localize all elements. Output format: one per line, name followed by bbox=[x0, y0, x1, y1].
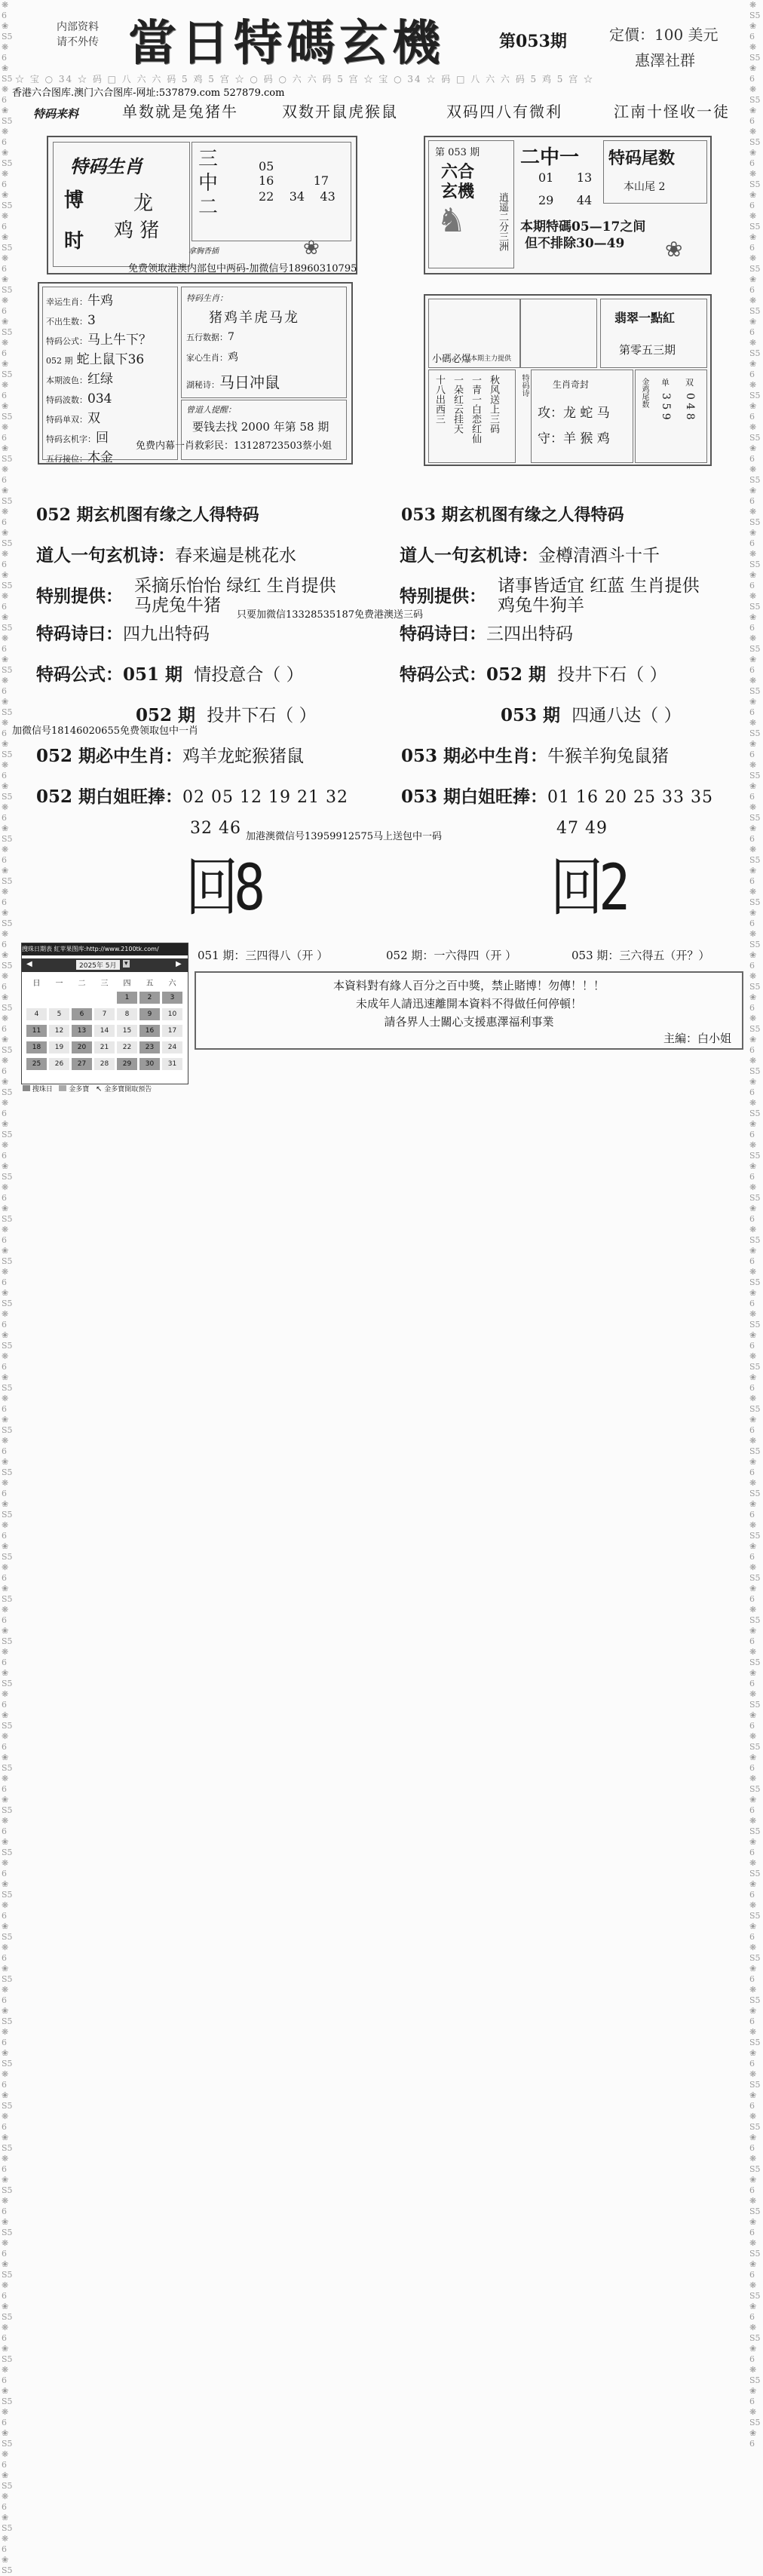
right-border-decoration: ❋S5❀6❋S5❀6❋S5❀6❋S5❀6❋S5❀6❋S5❀6❋S5❀6❋S5❀6❋S5❀6❋S5❀6❋S5❀6❋S5❀6❋S5❀6❋S5❀6❋S5❀6❋S5❀6❋S5❀6❋S5❀6❋S5❀6❋S5❀6❋S5❀6❋S5❀6❋S5❀6❋S5❀6❋S5❀6❋S5❀6❋S5❀6❋S5❀6❋S5❀6❋S5❀6❋S5❀6❋S5❀6❋S5❀6❋S5❀6❋S5❀6❋S5❀6❋S5❀6❋S5❀6❋S5❀6❋S5❀6❋S5❀6❋S5❀6❋S5❀6❋S5❀6❋S5❀6❋S5❀6❋S5❀6❋S5❀6❋S5❀6❋S5❀6❋S5❀6❋S5❀6❋S5❀6❋S5❀6❋S5❀6❋S5❀6❋S5❀6❋S5❀6 bbox=[749, 0, 761, 2449]
num-cell: 13 bbox=[576, 170, 593, 185]
liuhe-label: 六合 bbox=[441, 162, 475, 182]
er-zhong-yi-nums-2 bbox=[538, 193, 592, 207]
left-special-2: 马虎兔牛猪 bbox=[134, 596, 221, 615]
zodiac-caption: 拿胸香插 bbox=[188, 247, 219, 256]
left-formula-row-1: 特码公式：051 期 情投意合（ ） bbox=[36, 664, 304, 685]
legend-1: 搜珠日 bbox=[32, 1086, 53, 1093]
xuanji-label: 玄機 bbox=[441, 182, 475, 201]
right-special-1: 诸事皆适宜 红蓝 生肖提供 bbox=[498, 576, 700, 596]
ad-line-3: 只要加微信13328535187免费港澳送三码 bbox=[237, 609, 423, 621]
calendar-day[interactable]: 14 bbox=[94, 1025, 115, 1037]
zodiac-info-panel bbox=[181, 287, 347, 398]
right-special-2: 鸡兔牛狗羊 bbox=[498, 596, 584, 615]
calendar-day[interactable]: 10 bbox=[162, 1008, 182, 1020]
calendar-day[interactable]: 21 bbox=[94, 1041, 115, 1053]
san-zhong-er-panel bbox=[192, 142, 351, 241]
left-poem-row: 道人一句玄机诗：春来遍是桃花水 bbox=[36, 545, 296, 566]
san-zhong-er-label bbox=[198, 147, 221, 219]
right-formula-row-1: 特码公式：052 期 投井下石（ ） bbox=[400, 664, 667, 685]
stripe-text-1: 单数就是兔猪牛 bbox=[122, 103, 238, 121]
chevron-down-icon[interactable]: ▾ bbox=[124, 960, 128, 968]
zodiac-title: 特码生肖 bbox=[70, 155, 142, 177]
san-zhong-er-row1 bbox=[259, 159, 351, 188]
calendar-weekday: 四 bbox=[123, 980, 131, 988]
mid-right-box bbox=[424, 294, 712, 466]
jiaxin-row: 家心生肖：鸡 bbox=[186, 351, 238, 363]
internal-note-line1: 内部资料 bbox=[57, 21, 99, 33]
calendar-day[interactable]: 6 bbox=[72, 1008, 92, 1020]
calendar-day[interactable]: 26 bbox=[49, 1058, 69, 1070]
calendar-weekday: 六 bbox=[168, 980, 176, 988]
calendar-day[interactable]: 12 bbox=[49, 1025, 69, 1037]
num-cell: 34 bbox=[289, 189, 305, 204]
calendar-day[interactable]: 2 bbox=[139, 992, 160, 1004]
calendar-day[interactable]: 11 bbox=[26, 1025, 47, 1037]
right-glyph: 回2 bbox=[550, 850, 627, 925]
range-line-1: 本期特碼05—17之间 bbox=[520, 219, 646, 235]
decorative-row: ☆ 宝 ○ 34 ☆ 码 □ 八 六 六 码 5 鸡 5 宫 ☆ ○ 码 ○ 六 六 码 5 宫 ☆ 宝 ○ 34 ☆ 码 □ 八 六 六 码 5 鸡 5 宫 ☆ bbox=[15, 74, 595, 84]
calendar-day[interactable]: 23 bbox=[139, 1041, 160, 1053]
next-month-icon[interactable]: ▶ bbox=[176, 960, 182, 968]
legend-swatch bbox=[23, 1085, 30, 1091]
poem-col-2: 一朵红云挂天 bbox=[452, 375, 463, 434]
issue-number: 第053期 bbox=[499, 32, 567, 51]
page-title: 當日特碼玄機 bbox=[128, 15, 445, 72]
weishu-title: 特码尾数 bbox=[608, 149, 676, 168]
calendar-weekday: 三 bbox=[100, 980, 109, 988]
info-row-5: 本期波色：红绿 bbox=[46, 372, 113, 387]
info-row-6: 特码波数：034 bbox=[46, 391, 112, 406]
site-line: 香港六合图库.澳门六合图库-网址:537879.com 527879.com bbox=[12, 87, 285, 99]
main-provide-label: 本期主力提供 bbox=[470, 355, 512, 363]
legend-arrow-icon: ↖ bbox=[95, 1085, 103, 1093]
internal-note bbox=[44, 20, 112, 50]
weishu-value: 本山尾 2 bbox=[624, 181, 666, 193]
tail-a-label: 单 bbox=[661, 378, 670, 388]
result-052: 052 期：一六得四（开 ） bbox=[386, 949, 517, 962]
flower-icon: ❀ bbox=[665, 237, 683, 262]
prev-month-icon[interactable]: ◀ bbox=[26, 960, 32, 968]
legend-swatch bbox=[59, 1085, 66, 1091]
range-line-2: 但不排除30—49 bbox=[525, 236, 625, 251]
stripe-label: 特码来料 bbox=[33, 107, 79, 121]
stripe-bar bbox=[33, 100, 749, 122]
num-cell: 44 bbox=[576, 193, 593, 207]
reminder-label: 曾道人提醒： bbox=[186, 405, 236, 415]
info-row-7: 特码单双：双 bbox=[46, 411, 100, 426]
left-shi-row: 特码诗曰：四九出特码 bbox=[36, 624, 210, 644]
ad-line-4: 加微信号18146020655免费领取包中一肖 bbox=[12, 725, 198, 737]
right-poem-row: 道人一句玄机诗：金樽清酒斗十千 bbox=[400, 545, 660, 566]
calendar-legend bbox=[23, 1084, 152, 1093]
top-left-box bbox=[47, 136, 357, 274]
info-row-1: 幸运生肖：牛鸡 bbox=[46, 293, 113, 308]
calendar-day[interactable]: 1 bbox=[117, 992, 137, 1004]
poem-col-panel bbox=[428, 370, 516, 463]
weishu-panel bbox=[603, 140, 707, 204]
calendar-day[interactable]: 7 bbox=[94, 1008, 115, 1020]
num-cell: 29 bbox=[538, 193, 554, 207]
calendar-day[interactable]: 19 bbox=[49, 1041, 69, 1053]
ad-line-2: 免费内幕一肖救彩民：13128723503蔡小姐 bbox=[136, 440, 332, 452]
right-bai-nums-2: 47 49 bbox=[556, 819, 608, 838]
right-must-row: 053 期必中生肖：牛猴羊狗兔鼠猪 bbox=[401, 746, 670, 766]
ad-line-1: 免费领取港澳内部包中两码-加微信号18960310795 bbox=[128, 263, 357, 274]
calendar-day[interactable]: 15 bbox=[117, 1025, 137, 1037]
zodiac-rooster-pig: 鸡 猪 bbox=[114, 219, 160, 242]
tail-a-nums: 3 5 9 bbox=[660, 393, 672, 420]
num-cell: 22 bbox=[259, 189, 274, 204]
calendar-day[interactable]: 17 bbox=[162, 1025, 182, 1037]
notice-box bbox=[195, 971, 743, 1050]
info-row-4: 052 期 蛇上鼠下36 bbox=[46, 352, 145, 367]
vertical-char-3: 二 bbox=[198, 196, 219, 219]
num-cell: 43 bbox=[320, 189, 336, 204]
calendar bbox=[21, 943, 188, 1084]
figure-icon: ♞ bbox=[437, 201, 467, 240]
info-row-2: 不出生数：3 bbox=[46, 313, 96, 328]
calendar-day[interactable]: 8 bbox=[117, 1008, 137, 1020]
calendar-day[interactable]: 29 bbox=[117, 1058, 137, 1070]
left-bai-row: 052 期白姐旺捧：02 05 12 19 21 32 bbox=[36, 787, 348, 807]
price: 定價：100 美元 bbox=[609, 26, 719, 44]
num-cell: 17 bbox=[313, 173, 329, 188]
calendar-weekday: 五 bbox=[146, 980, 154, 988]
right-shi-row: 特码诗曰：三四出特码 bbox=[400, 624, 573, 644]
editor: 主編：白小姐 bbox=[663, 1032, 731, 1045]
calendar-day[interactable]: 31 bbox=[162, 1058, 182, 1070]
stripe-text-4: 江南十怪收一徒 bbox=[614, 103, 730, 121]
num-cell: 16 bbox=[259, 173, 274, 188]
calendar-day[interactable]: 30 bbox=[139, 1058, 160, 1070]
tail-b-label: 双 bbox=[685, 378, 694, 388]
num-cell: 05 bbox=[259, 159, 274, 173]
left-special-label: 特别提供： bbox=[36, 586, 123, 606]
right-formula-row-2: 053 期 四通八达（ ） bbox=[501, 705, 682, 725]
san-zhong-er-row2 bbox=[259, 189, 336, 204]
zodiac-shi: 时 bbox=[64, 230, 84, 253]
issue-txt: 第零五三期 bbox=[619, 343, 676, 357]
ad-line-5: 加港澳微信号13959912575马上送包中一码 bbox=[246, 831, 442, 842]
zodiac-bo: 博 bbox=[64, 189, 84, 212]
small-code-label: 小碼必爆 bbox=[432, 354, 472, 365]
calendar-day[interactable]: 18 bbox=[26, 1041, 47, 1053]
vertical-text: 逍遥二分三洲 bbox=[497, 192, 508, 251]
calendar-day[interactable]: 28 bbox=[94, 1058, 115, 1070]
tail-label: 金鸡尾数 bbox=[640, 378, 648, 408]
poem-col-4: 秋风送上三码 bbox=[488, 375, 499, 434]
calendar-nav bbox=[22, 958, 188, 972]
left-special-1: 采摘乐怡怡 绿红 生肖提供 bbox=[134, 576, 336, 596]
top-right-box bbox=[424, 136, 712, 274]
legend-2: 金多寶 bbox=[69, 1086, 90, 1093]
vertical-char-1: 三 bbox=[198, 148, 219, 170]
calendar-day[interactable]: 25 bbox=[26, 1058, 47, 1070]
calendar-header: 搜珠日期表 紅苹果图库:http://www.2100tk.com/ bbox=[22, 943, 188, 955]
calendar-day[interactable]: 4 bbox=[26, 1008, 47, 1020]
poem-col-1: 十八出西三 bbox=[434, 375, 445, 424]
calendar-day[interactable]: 27 bbox=[72, 1058, 92, 1070]
calendar-day[interactable]: 20 bbox=[72, 1041, 92, 1053]
right-special-label: 特别提供： bbox=[400, 586, 486, 606]
mishi-row: 湖秘诗：马日冲鼠 bbox=[186, 373, 280, 391]
left-bai-nums-2: 32 46 bbox=[190, 819, 241, 838]
num-cell: 01 bbox=[538, 170, 554, 185]
calendar-weekday: 一 bbox=[55, 980, 63, 988]
right-bai-row: 053 期白姐旺捧：01 16 20 25 33 35 bbox=[401, 787, 713, 807]
zodiac-value: 猪鸡羊虎马龙 bbox=[209, 310, 299, 326]
legend-3: 金多寶開取預告 bbox=[104, 1086, 152, 1093]
left-border-decoration: ❋6❀S5❋6❀S5❋6❀S5❋6❀S5❋6❀S5❋6❀S5❋6❀S5❋6❀S5❋6❀S5❋6❀S5❋6❀S5❋6❀S5❋6❀S5❋6❀S5❋6❀S5❋6❀S5❋6❀S5❋6❀S5❋6❀S5❋6❀S5❋6❀S5❋6❀S5❋6❀S5❋6❀S5❋6❀S5❋6❀S5❋6❀S5❋6❀S5❋6❀S5❋6❀S5❋6❀S5❋6❀S5❋6❀S5❋6❀S5❋6❀S5❋6❀S5❋6❀S5❋6❀S5❋6❀S5❋6❀S5❋6❀S5❋6❀S5❋6❀S5❋6❀S5❋6❀S5❋6❀S5❋6❀S5❋6❀S5❋6❀S5❋6❀S5❋6❀S5❋6❀S5❋6❀S5❋6❀S5❋6❀S5❋6❀S5❋6❀S5❋6❀S5❋6❀S5❋6❀S5❋6❀S5 bbox=[2, 0, 13, 2575]
calendar-weekday: 二 bbox=[78, 980, 86, 988]
zodiac-panel bbox=[53, 142, 190, 267]
calendar-day[interactable]: 16 bbox=[139, 1025, 160, 1037]
er-zhong-yi-nums-1 bbox=[538, 170, 592, 185]
calendar-day[interactable]: 5 bbox=[49, 1008, 69, 1020]
dice-panel bbox=[520, 299, 597, 368]
notice-line-1: 本資料對有緣人百分之百中獎，禁止賭博！勿傳！！！ bbox=[332, 979, 605, 992]
zodiac-dragon: 龙 bbox=[133, 192, 154, 215]
wuxing-row: 五行数据：7 bbox=[186, 331, 234, 343]
liuhe-issue: 第 053 期 bbox=[435, 147, 480, 158]
left-section-title: 052 期玄机图有缘之人得特码 bbox=[36, 505, 259, 525]
tail-b-nums: 0 4 8 bbox=[684, 393, 696, 420]
group-name: 惠澤社群 bbox=[635, 51, 695, 69]
info-list bbox=[42, 287, 178, 465]
notice-line-3: 請各界人士關心支援惠澤福利事業 bbox=[384, 1015, 554, 1029]
info-row-8: 特码玄机字：回 bbox=[46, 431, 109, 446]
defend-line: 守：羊 猴 鸡 bbox=[538, 431, 610, 446]
poem-title: 特码诗 bbox=[520, 374, 529, 397]
result-053: 053 期：三六得五（开？） bbox=[571, 949, 710, 962]
flower-panel bbox=[600, 299, 707, 368]
right-section-title: 053 期玄机图有缘之人得特码 bbox=[401, 505, 624, 525]
info-row-3: 特码公式：马上牛下？ bbox=[46, 333, 152, 348]
stripe-text-2: 双数开鼠虎猴鼠 bbox=[282, 103, 398, 121]
calendar-day[interactable]: 24 bbox=[162, 1041, 182, 1053]
feicui-label: 翡翠一點紅 bbox=[614, 311, 676, 325]
tail-panel bbox=[635, 370, 707, 463]
er-zhong-yi: 二中一 bbox=[520, 146, 580, 169]
month-select[interactable]: 2025年 5月 bbox=[76, 960, 120, 970]
zodiac-attack-panel bbox=[531, 370, 633, 463]
vertical-char-2: 中 bbox=[198, 172, 219, 195]
info-row-9: 五行接位：木金 bbox=[46, 450, 113, 465]
calendar-day[interactable]: 13 bbox=[72, 1025, 92, 1037]
liuhe-panel bbox=[428, 140, 514, 268]
calendar-weekday: 日 bbox=[32, 980, 41, 988]
left-glyph: 回8 bbox=[185, 850, 262, 925]
left-formula-row-2: 052 期 投井下石（ ） bbox=[136, 705, 317, 725]
calendar-day[interactable]: 3 bbox=[162, 992, 182, 1004]
reminder-value: 要钱去找 2000 年第 58 期 bbox=[192, 420, 329, 434]
internal-note-line2: 请不外传 bbox=[57, 36, 99, 48]
stripe-text-3: 双码四八有微利 bbox=[446, 103, 562, 121]
result-051: 051 期：三四得八（开 ） bbox=[198, 949, 329, 962]
poem-col-3: 一青一白恋红仙 bbox=[470, 375, 481, 443]
sx-title: 生肖奇封 bbox=[553, 379, 590, 390]
attack-line: 攻：龙 蛇 马 bbox=[538, 406, 610, 421]
calendar-day[interactable]: 22 bbox=[117, 1041, 137, 1053]
calendar-day[interactable]: 9 bbox=[139, 1008, 160, 1020]
notice-line-2: 未成年人請迅速離開本資料不得做任何停頓！ bbox=[355, 997, 582, 1010]
left-must-row: 052 期必中生肖：鸡羊龙蛇猴猪鼠 bbox=[36, 746, 305, 766]
flower-icon: ❀ bbox=[303, 237, 320, 259]
zodiac-label: 特码生肖： bbox=[186, 293, 228, 303]
